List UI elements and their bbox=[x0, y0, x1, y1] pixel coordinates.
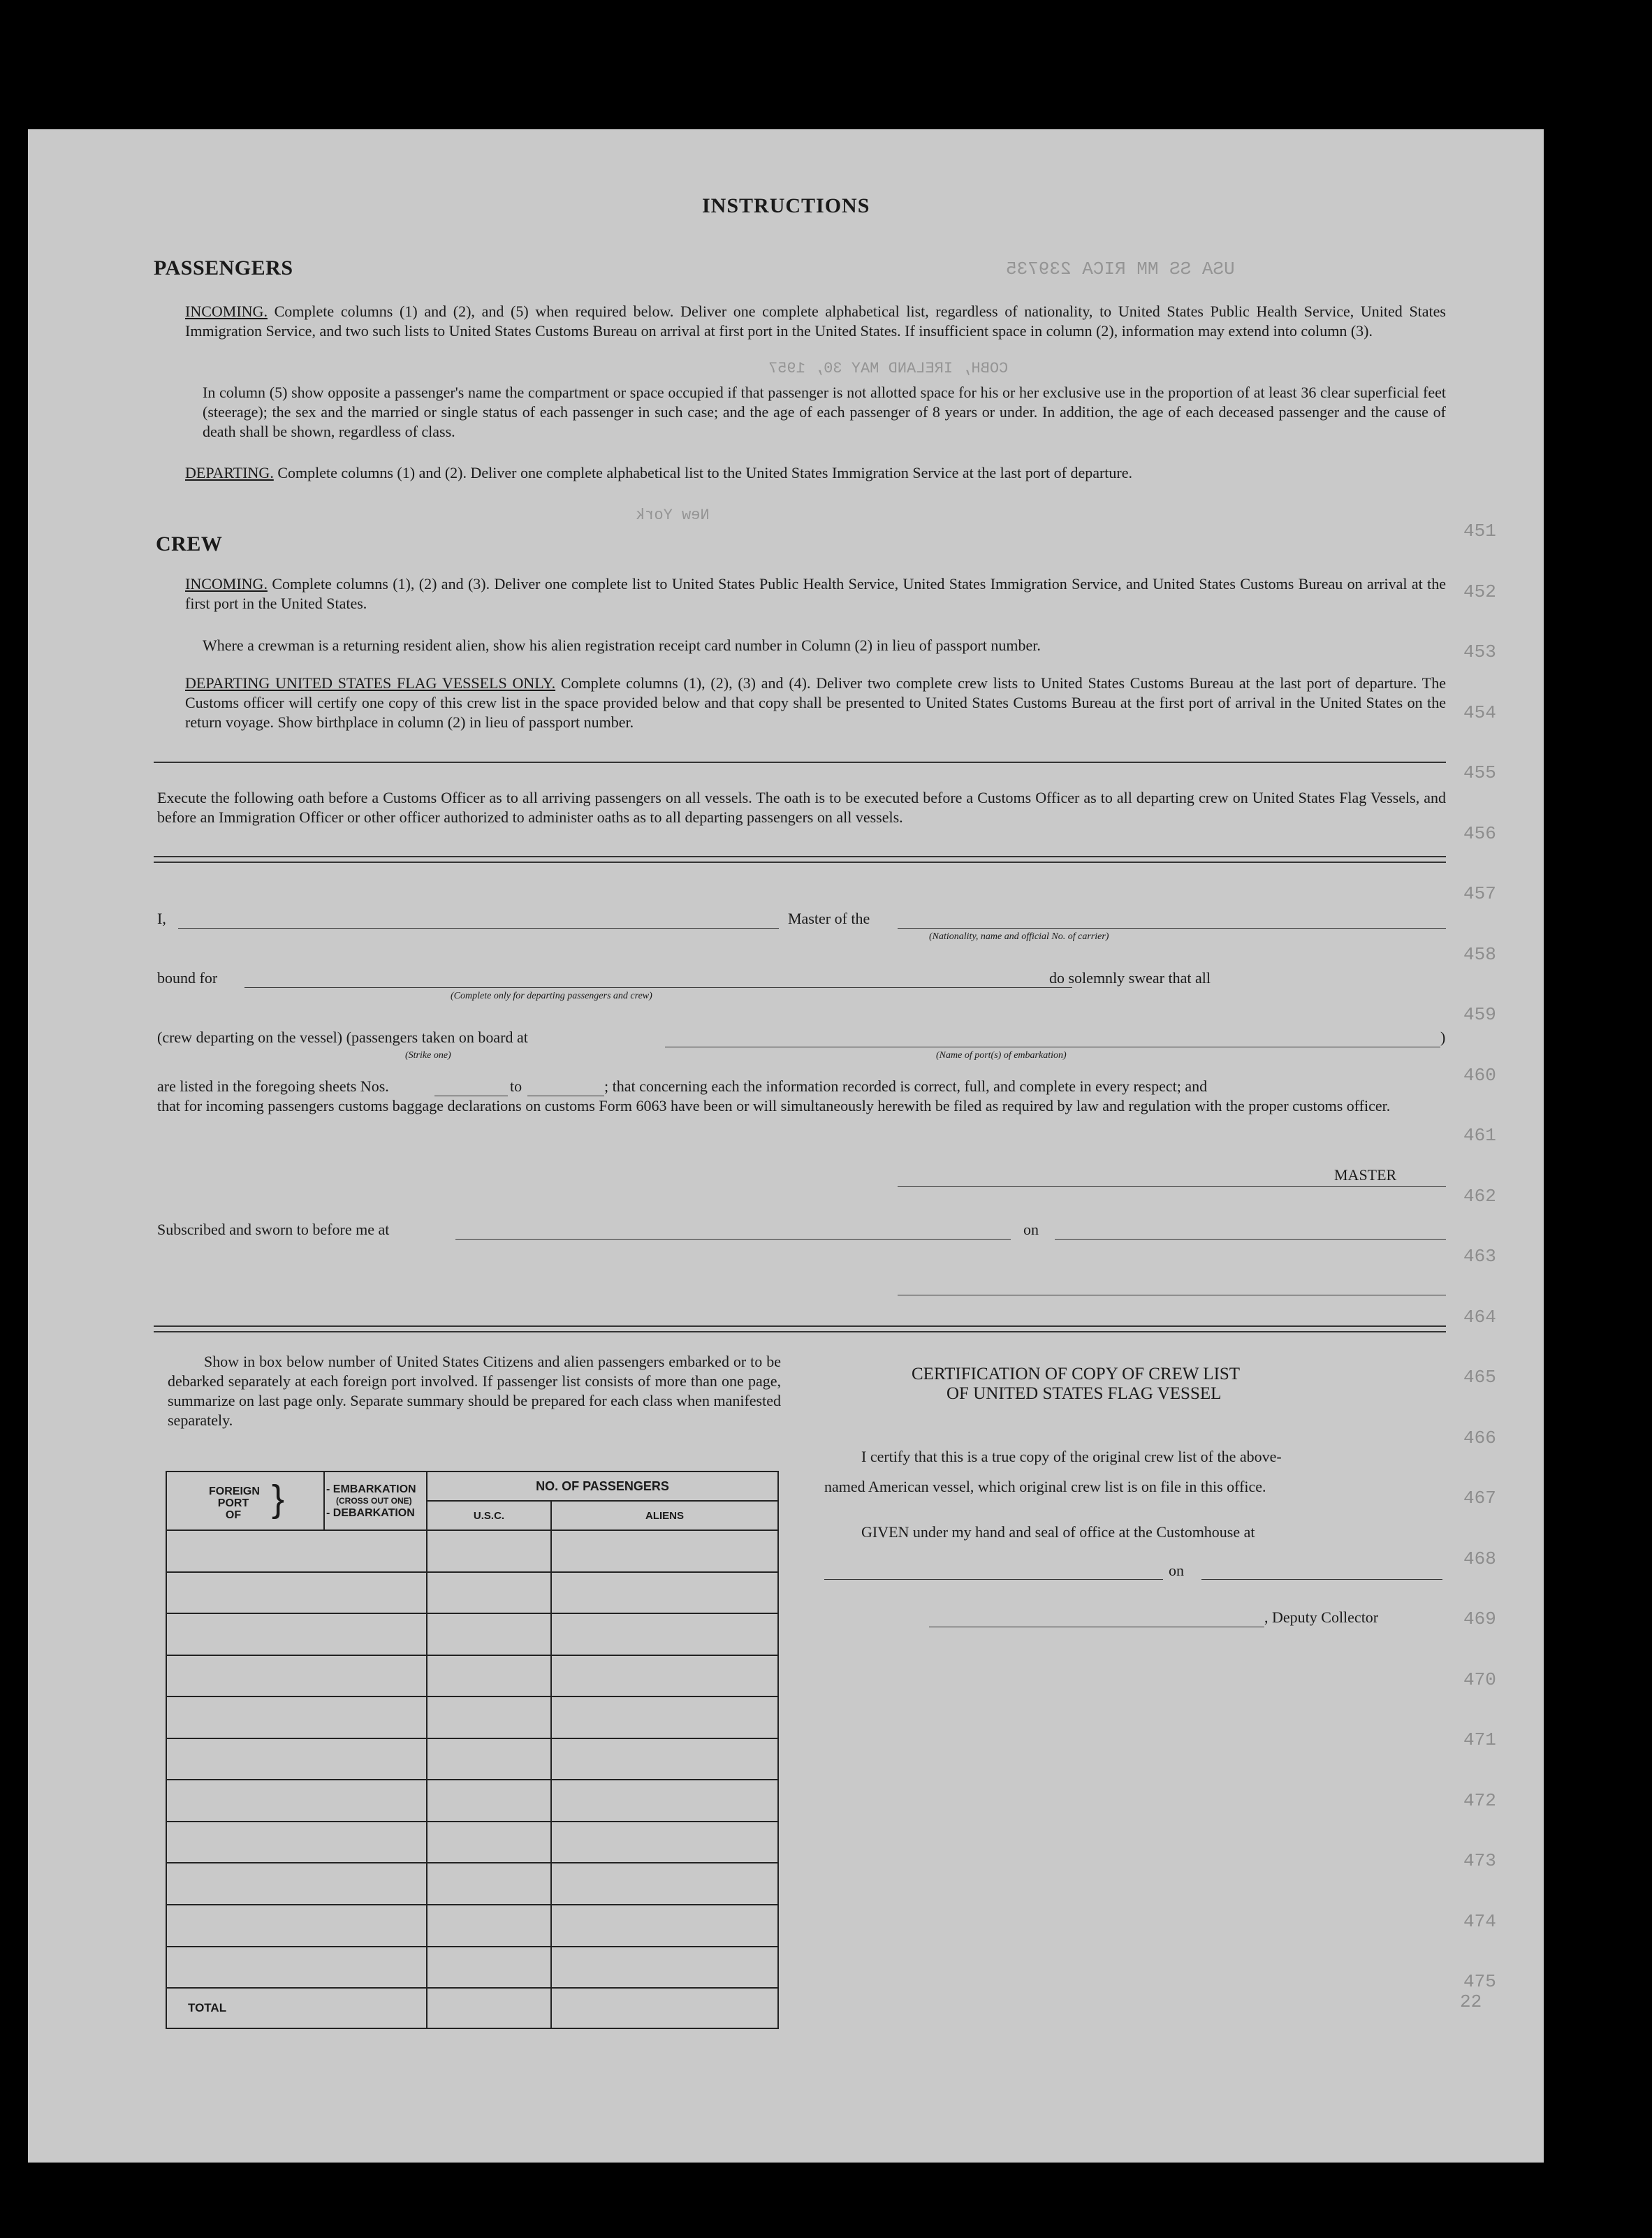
crew-incoming-text: Complete columns (1), (2) and (3). Deliver one complete list to United States Public Health Service, United States Immigration Service, and United States Customs Bureau on arrival at the first port in the United States. bbox=[185, 575, 1446, 612]
usc-cell[interactable] bbox=[427, 1696, 551, 1738]
port-cell[interactable] bbox=[166, 1780, 427, 1822]
port-cell[interactable] bbox=[166, 1696, 427, 1738]
usc-cell[interactable] bbox=[427, 1822, 551, 1863]
sworn-place-field[interactable] bbox=[455, 1239, 1011, 1240]
aliens-cell[interactable] bbox=[551, 1738, 778, 1780]
show-through-margin-number: 451 bbox=[1463, 521, 1496, 542]
summary-row bbox=[166, 1947, 778, 1989]
summary-row bbox=[166, 1905, 778, 1947]
summary-row bbox=[166, 1822, 778, 1863]
show-through-margin-number: 453 bbox=[1463, 641, 1496, 662]
deputy-collector-label: , Deputy Collector bbox=[1264, 1608, 1379, 1626]
usc-cell[interactable] bbox=[427, 1613, 551, 1655]
oath-i-label: I, bbox=[157, 910, 166, 927]
master-signature-field[interactable] bbox=[898, 1186, 1446, 1187]
passengers-departing-label: DEPARTING. bbox=[185, 464, 274, 481]
show-through-margin-number: 454 bbox=[1463, 702, 1496, 723]
aliens-cell[interactable] bbox=[551, 1530, 778, 1572]
sworn-date-field[interactable] bbox=[1055, 1239, 1446, 1240]
page-title: INSTRUCTIONS bbox=[702, 194, 870, 217]
show-through-margin-number: 466 bbox=[1463, 1427, 1496, 1448]
divider bbox=[154, 762, 1446, 763]
cert-title-line2: OF UNITED STATES FLAG VESSEL bbox=[946, 1384, 1222, 1403]
aliens-cell[interactable] bbox=[551, 1696, 778, 1738]
show-through-page-number: 22 bbox=[1460, 1991, 1482, 2012]
aliens-cell[interactable] bbox=[551, 1905, 778, 1947]
cert-title-line1: CERTIFICATION OF COPY OF CREW LIST bbox=[912, 1365, 1241, 1383]
passengers-incoming-label: INCOMING. bbox=[185, 303, 268, 320]
divider bbox=[154, 862, 1446, 863]
total-aliens-cell[interactable] bbox=[551, 1988, 778, 2028]
summary-row bbox=[166, 1738, 778, 1780]
show-through-margin-number: 474 bbox=[1463, 1910, 1496, 1932]
divider bbox=[154, 1325, 1446, 1327]
show-through-margin-number: 469 bbox=[1463, 1608, 1496, 1629]
carrier-caption: (Nationality, name and official No. of carrier) bbox=[929, 931, 1109, 942]
crew-departing-label: DEPARTING UNITED STATES FLAG VESSELS ONLY. bbox=[185, 674, 556, 692]
crew-departing-paragraph bbox=[185, 674, 1446, 732]
show-through-margin-number: 470 bbox=[1463, 1669, 1496, 1690]
strike-one-caption: (Strike one) bbox=[405, 1050, 451, 1061]
cross-out-one-label: (CROSS OUT ONE) bbox=[336, 1495, 412, 1506]
show-through-margin-number: 455 bbox=[1463, 762, 1496, 783]
show-through-port: COBH, IRELAND MAY 30, 1957 bbox=[768, 360, 1009, 377]
passengers-departing-text: Complete columns (1) and (2). Deliver one complete alphabetical list to the United States Immigration Service at the last port of departure. bbox=[273, 464, 1133, 481]
subscribed-label: Subscribed and sworn to before me at bbox=[157, 1221, 390, 1238]
summary-row bbox=[166, 1572, 778, 1614]
summary-row bbox=[166, 1863, 778, 1905]
show-through-margin-number: 475 bbox=[1463, 1971, 1496, 1992]
usc-cell[interactable] bbox=[427, 1863, 551, 1905]
usc-cell[interactable] bbox=[427, 1905, 551, 1947]
show-through-margin-number: 461 bbox=[1463, 1125, 1496, 1146]
cert-text-line2: named American vessel, which original crew list is on file in this office. bbox=[824, 1478, 1266, 1495]
crew-heading: CREW bbox=[156, 532, 223, 555]
usc-cell[interactable] bbox=[427, 1572, 551, 1614]
show-through-margin-number: 473 bbox=[1463, 1850, 1496, 1871]
show-through-margin-number: 467 bbox=[1463, 1488, 1496, 1509]
aliens-cell[interactable] bbox=[551, 1863, 778, 1905]
usc-cell[interactable] bbox=[427, 1780, 551, 1822]
bound-for-field[interactable] bbox=[244, 987, 1072, 988]
passengers-heading: PASSENGERS bbox=[154, 256, 293, 279]
to-label: to bbox=[510, 1077, 522, 1095]
show-through-margin-number: 452 bbox=[1463, 581, 1496, 602]
usc-cell[interactable] bbox=[427, 1738, 551, 1780]
summary-row bbox=[166, 1613, 778, 1655]
port-cell[interactable] bbox=[166, 1905, 427, 1947]
aliens-cell[interactable] bbox=[551, 1947, 778, 1989]
summary-row bbox=[166, 1780, 778, 1822]
show-through-margin-number: 464 bbox=[1463, 1306, 1496, 1328]
port-cell[interactable] bbox=[166, 1738, 427, 1780]
sworn-on-label: on bbox=[1023, 1221, 1039, 1238]
customhouse-field[interactable] bbox=[824, 1579, 1163, 1580]
bound-for-caption: (Complete only for departing passengers and crew) bbox=[451, 991, 652, 1001]
port-cell[interactable] bbox=[166, 1613, 427, 1655]
summary-note: Show in box below number of United States Citizens and alien passengers embarked or to be debarked separately at each foreign port involved. If passenger list consists of more than one page, summarize on last page only. Separate summary should be prepared for each class when manifested separately. bbox=[168, 1353, 781, 1429]
summary-row bbox=[166, 1696, 778, 1738]
usc-cell[interactable] bbox=[427, 1947, 551, 1989]
show-through-margin-number: 457 bbox=[1463, 883, 1496, 904]
carrier-field[interactable] bbox=[898, 928, 1446, 929]
aliens-cell[interactable] bbox=[551, 1572, 778, 1614]
aliens-cell[interactable] bbox=[551, 1780, 778, 1822]
port-cell[interactable] bbox=[166, 1863, 427, 1905]
no-passengers-header: NO. OF PASSENGERS bbox=[427, 1472, 778, 1501]
usc-cell[interactable] bbox=[427, 1655, 551, 1697]
cert-on-label: on bbox=[1169, 1562, 1184, 1579]
cert-given-label: GIVEN under my hand and seal of office at the Customhouse at bbox=[861, 1523, 1255, 1541]
show-through-margin-number: 460 bbox=[1463, 1064, 1496, 1086]
port-cell[interactable] bbox=[166, 1530, 427, 1572]
swear-label: do solemnly swear that all bbox=[1049, 969, 1211, 987]
show-through-margin-number: 463 bbox=[1463, 1246, 1496, 1267]
show-through-margin-number: 459 bbox=[1463, 1004, 1496, 1025]
usc-header: U.S.C. bbox=[427, 1501, 551, 1530]
customs-statement: that for incoming passengers customs baggage declarations on customs Form 6063 have been or will simultaneously herewith be filed as required by law and regulation with the proper customs officer. bbox=[157, 1097, 1391, 1114]
crew-incoming-paragraph bbox=[185, 574, 1446, 613]
aliens-header: ALIENS bbox=[551, 1501, 778, 1530]
crew-departing-text: Complete columns (1), (2), (3) and (4). Deliver two complete crew lists to United States Customs Bureau at the last port of departure. The Customs officer will certify one copy of this crew list in the space provided below and that copy shall be presented to United States Customs Bureau at the first port of arrival in the United States on the return voyage. Show birthplace in column (2) in lieu of passport number. bbox=[185, 674, 1447, 731]
master-name-field[interactable] bbox=[178, 928, 779, 929]
port-caption: (Name of port(s) of embarkation) bbox=[936, 1050, 1067, 1061]
crew-departing-label: (crew departing on the vessel) (passengers taken on board at bbox=[157, 1029, 528, 1046]
cert-text-line1: I certify that this is a true copy of the original crew list of the above- bbox=[861, 1448, 1282, 1465]
form-sheet bbox=[28, 129, 1544, 2163]
show-through-city: New York bbox=[636, 507, 710, 524]
cert-date-field[interactable] bbox=[1201, 1579, 1442, 1580]
crew-resident-paragraph: Where a crewman is a returning resident alien, show his alien registration receipt card number in Column (2) in lieu of passport number. bbox=[203, 637, 1041, 654]
usc-cell[interactable] bbox=[427, 1530, 551, 1572]
aliens-cell[interactable] bbox=[551, 1613, 778, 1655]
summary-row bbox=[166, 1530, 778, 1572]
divider bbox=[154, 1331, 1446, 1332]
show-through-margin-number: 468 bbox=[1463, 1548, 1496, 1569]
master-of-the-label: Master of the bbox=[788, 910, 870, 927]
show-through-margin-number: 456 bbox=[1463, 822, 1496, 844]
summary-row bbox=[166, 1655, 778, 1697]
brace: } bbox=[272, 1478, 285, 1520]
bound-for-label: bound for bbox=[157, 969, 218, 987]
passengers-incoming-paragraph bbox=[185, 302, 1446, 341]
close-paren: ) bbox=[1440, 1029, 1446, 1046]
aliens-cell[interactable] bbox=[551, 1822, 778, 1863]
listed-rest: ; that concerning each the information recorded is correct, full, and complete in every respect; and bbox=[604, 1077, 1208, 1095]
show-through-margin-number: 458 bbox=[1463, 943, 1496, 965]
oath-intro: Execute the following oath before a Customs Officer as to all arriving passengers on all vessels. The oath is to be executed before a Customs Officer as to all departing crew on United States Flag Vessels, and before an Immigration Officer or other officer authorized to administer oaths as to all departing passengers on all vessels. bbox=[157, 789, 1446, 826]
foreign-port-header bbox=[166, 1472, 324, 1530]
port-cell[interactable] bbox=[166, 1572, 427, 1614]
passengers-incoming-text: Complete columns (1) and (2), and (5) when required below. Deliver one complete alphabetical list, regardless of nationality, to United States Public Health Service, United States Immigration Service, and two such lists to United States Customs Bureau on arrival at first port in the United States. If insufficient space in column (2), information may extend into column (3). bbox=[185, 303, 1446, 340]
embark-debark-header bbox=[324, 1472, 427, 1530]
master-label: MASTER bbox=[1334, 1166, 1397, 1184]
show-through-margin-number: 472 bbox=[1463, 1789, 1496, 1811]
passengers-departing-paragraph bbox=[185, 463, 1446, 483]
passenger-summary-table bbox=[166, 1471, 779, 2029]
passengers-column5-paragraph: In column (5) show opposite a passenger's name the compartment or space occupied if that passenger is not allotted space for his or her exclusive use in the proportion of at least 36 clear superficial feet (steerage); the sex and the married or single status of each passenger in such case; and the age of each passenger of 8 years or under. In addition, the age of each deceased passenger and the cause of death shall be shown, regardless of class. bbox=[203, 384, 1446, 440]
show-through-margin-number: 471 bbox=[1463, 1729, 1496, 1750]
listed-in-label: are listed in the foregoing sheets Nos. bbox=[157, 1077, 389, 1095]
total-label: TOTAL bbox=[166, 1988, 427, 2028]
total-usc-cell[interactable] bbox=[427, 1988, 551, 2028]
port-cell[interactable] bbox=[166, 1822, 427, 1863]
foreign-port-of-label: FOREIGN PORT OF bbox=[209, 1485, 260, 1522]
show-through-header: USA SS MM RICA 239735 bbox=[1006, 259, 1235, 279]
crew-incoming-label: INCOMING. bbox=[185, 575, 268, 593]
divider bbox=[154, 856, 1446, 857]
show-through-margin-number: 465 bbox=[1463, 1367, 1496, 1388]
port-cell[interactable] bbox=[166, 1947, 427, 1989]
debarkation-label: - DEBARKATION bbox=[326, 1506, 415, 1519]
embarkation-label: - EMBARKATION bbox=[326, 1483, 416, 1495]
aliens-cell[interactable] bbox=[551, 1655, 778, 1697]
port-cell[interactable] bbox=[166, 1655, 427, 1697]
show-through-margin-number: 462 bbox=[1463, 1185, 1496, 1207]
